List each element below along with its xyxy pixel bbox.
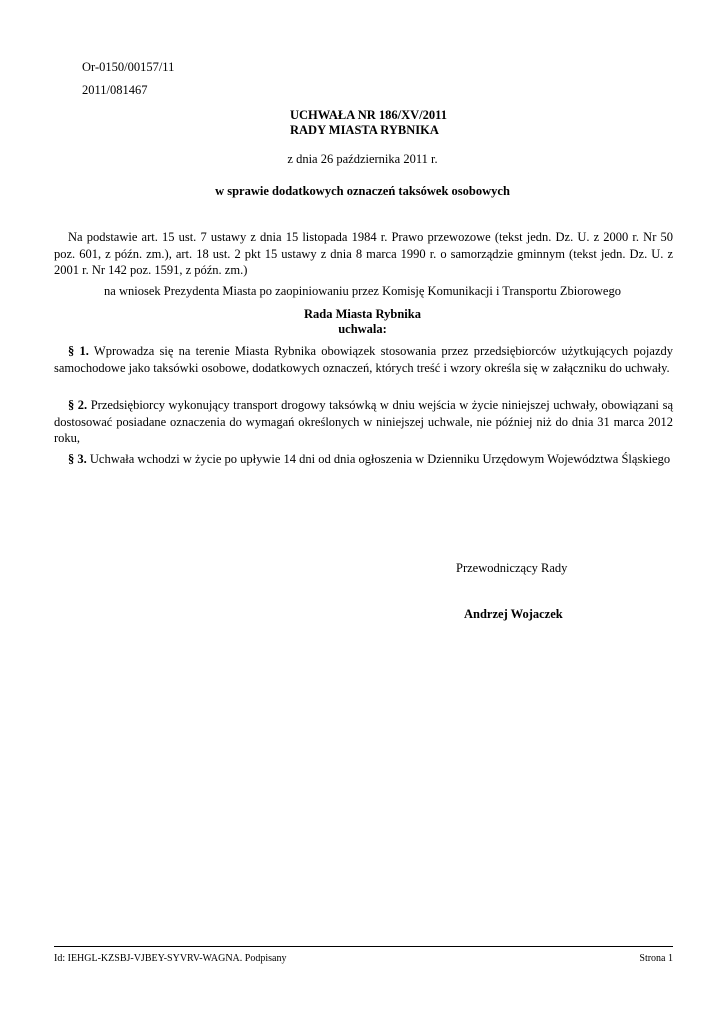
signatory-name: Andrzej Wojaczek — [464, 607, 563, 621]
section-3 — [54, 451, 673, 468]
section-3-text: Uchwała wchodzi w życie po upływie 14 dni od dnia ogłoszenia w Dzienniku Urzędowym Województwa Śląskiego — [89, 452, 671, 466]
document-id: Id: IEHGL-KZSBJ-VJBEY-SYVRV-WAGNA. Podpisany — [54, 953, 287, 964]
registry-number: 2011/081467 — [82, 83, 148, 97]
resolution-title-line2: RADY MIASTA RYBNIKA — [290, 123, 439, 137]
council-heading-line2: uchwala: — [338, 322, 387, 336]
resolution-subject: w sprawie dodatkowych oznaczeń taksówek osobowych — [215, 184, 510, 198]
section-2 — [54, 397, 673, 447]
section-1-number: § 1. — [68, 344, 89, 358]
resolution-title — [290, 108, 447, 138]
resolution-date: z dnia 26 października 2011 r. — [287, 152, 438, 166]
section-2-number: § 2. — [68, 398, 88, 412]
section-1 — [54, 343, 673, 376]
resolution-title-line1: UCHWAŁA NR 186/XV/2011 — [290, 108, 447, 122]
reference-number: Or-0150/00157/11 — [82, 60, 175, 74]
section-2-text: Przedsiębiorcy wykonujący transport drogowy taksówką w dniu wejścia w życie niniejszej uchwały, obowiązani są dostosować posiadane oznaczenia do wymagań określonych w niniejszej uchwale, nie później niż do dnia 31 marca 2012 roku, — [54, 398, 673, 445]
section-3-number: § 3. — [68, 452, 87, 466]
motion-paragraph: na wniosek Prezydenta Miasta po zaopiniowaniu przez Komisję Komunikacji i Transportu Zbiorowego — [104, 284, 621, 298]
page-number: Strona 1 — [639, 953, 673, 964]
council-heading-line1: Rada Miasta Rybnika — [304, 307, 421, 321]
legal-basis-paragraph: Na podstawie art. 15 ust. 7 ustawy z dnia 15 listopada 1984 r. Prawo przewozowe (tekst jedn. Dz. U. z 2000 r. Nr 50 poz. 601, z późn. zm.), art. 18 ust. 2 pkt 15 ustawy z dnia 8 marca 1990 r. o samorządzie gminnym (tekst jedn. Dz. U. z 2001 r. Nr 142 poz. 1591, z późn. zm.) — [54, 230, 673, 277]
footer-divider — [54, 946, 673, 947]
signatory-role: Przewodniczący Rady — [456, 561, 568, 575]
council-heading — [0, 307, 725, 337]
section-1-text: Wprowadza się na terenie Miasta Rybnika obowiązek stosowania przez przedsiębiorców użytkujących pojazdy samochodowe jako taksówki osobowe, dodatkowych oznaczeń, których treść i wzory określa się w załączniku do uchwały. — [54, 344, 674, 375]
